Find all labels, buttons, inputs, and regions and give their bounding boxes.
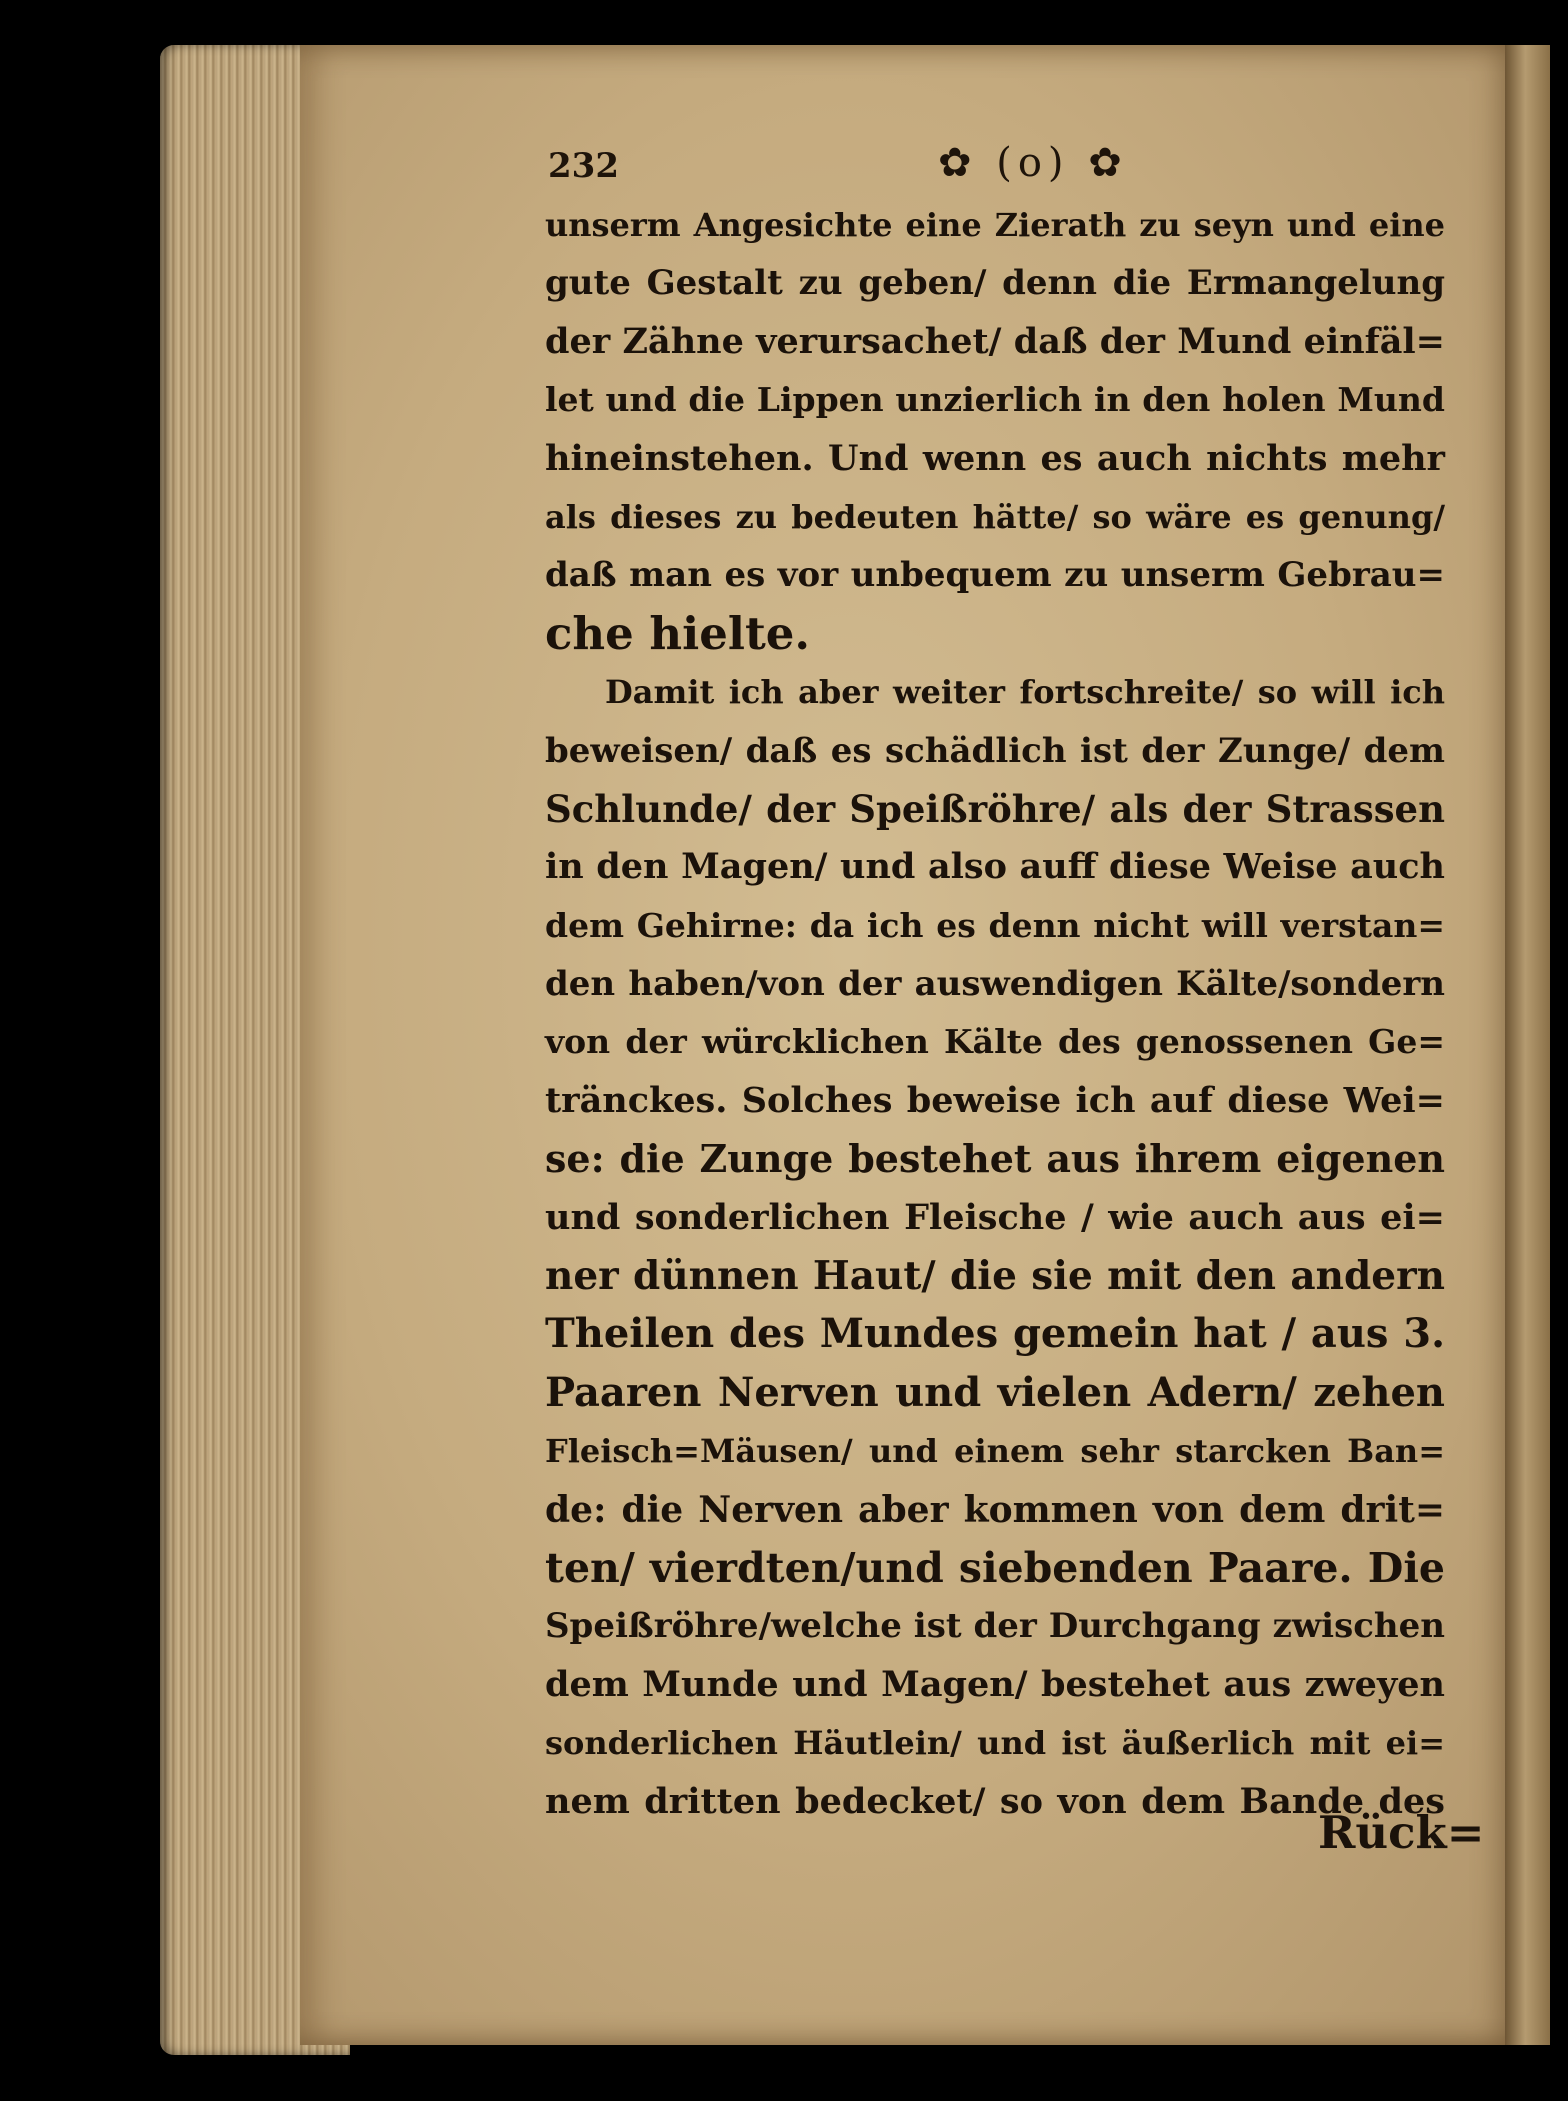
text-line: de: die Nerven aber kommen von dem drit=: [545, 1488, 1445, 1531]
text-line: Fleisch=Mäusen/ und einem sehr starcken Ban=: [545, 1432, 1445, 1471]
text-line: und sonderlichen Fleische / wie auch aus ei=: [545, 1196, 1445, 1238]
catchword: Rück=: [1318, 1806, 1485, 1859]
text-line: von der würcklichen Kälte des genossenen Ge=: [545, 1022, 1445, 1062]
text-line: gute Gestalt zu geben/ denn die Ermangelung: [545, 263, 1445, 304]
header-ornament: ✿ (o) ✿: [938, 140, 1128, 186]
text-line: Theilen des Mundes gemein hat / aus 3.: [545, 1310, 1445, 1358]
body-text: [545, 196, 1445, 1831]
text-line: ten/ vierdten/und siebenden Paare. Die: [545, 1543, 1445, 1592]
text-line: let und die Lippen unzierlich in den holen Mund: [545, 380, 1445, 420]
text-line: beweisen/ daß es schädlich ist der Zunge/ dem: [545, 730, 1445, 771]
text-line: se: die Zunge bestehet aus ihrem eigenen: [545, 1136, 1445, 1182]
text-line: dem Munde und Magen/ bestehet aus zweyen: [545, 1663, 1445, 1705]
text-line: ner dünnen Haut/ die sie mit den andern: [545, 1253, 1445, 1300]
book-gutter: [1505, 45, 1550, 2045]
text-line: in den Magen/ und also auff diese Weise auch: [545, 846, 1445, 888]
text-line: daß man es vor unbequem zu unserm Gebrau=: [545, 555, 1445, 596]
paragraph-start-line: Damit ich aber weiter fortschreite/ so will ich: [605, 673, 1445, 712]
text-line: unserm Angesichte eine Zierath zu seyn und eine: [545, 206, 1445, 244]
page-header: [548, 140, 1448, 192]
text-line: Paaren Nerven und vielen Adern/ zehen: [545, 1368, 1445, 1416]
page-number: 232: [548, 146, 619, 186]
text-line: che hielte.: [545, 606, 811, 660]
text-line: Speißröhre/welche ist der Durchgang zwischen: [545, 1606, 1445, 1647]
text-line: dem Gehirne: da ich es denn nicht will verstan=: [545, 905, 1445, 945]
text-line: tränckes. Solches beweise ich auf diese Wei=: [545, 1079, 1445, 1121]
text-line: den haben/von der auswendigen Kälte/sondern: [545, 964, 1445, 1005]
text-line: nem dritten bedecket/ so von dem Bande des: [545, 1780, 1445, 1822]
text-line: der Zähne verursachet/ daß der Mund einfäl=: [545, 320, 1445, 362]
text-line: sonderlichen Häutlein/ und ist äußerlich mit ei=: [545, 1724, 1445, 1763]
text-line: als dieses zu bedeuten hätte/ so wäre es genung/: [545, 497, 1445, 536]
text-line: hineinstehen. Und wenn es auch nichts mehr: [545, 437, 1445, 479]
text-line: Schlunde/ der Speißröhre/ als der Strassen: [545, 786, 1445, 831]
